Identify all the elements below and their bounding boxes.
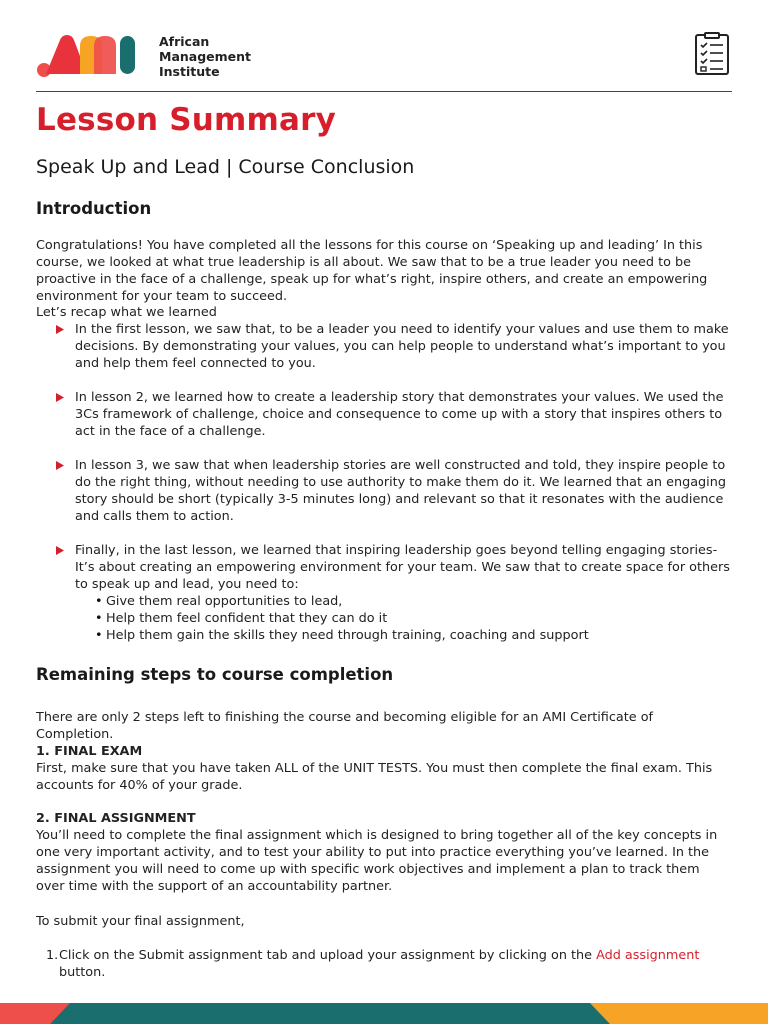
sub-list-item: • Help them gain the skills they need through training, coaching and support — [95, 627, 736, 644]
red-triangle-bullet-icon — [56, 325, 64, 334]
checklist-document-icon — [692, 32, 732, 76]
page-header — [36, 30, 732, 92]
logo-line-3: Institute — [159, 64, 220, 79]
list-item — [56, 389, 736, 440]
ami-logo — [36, 32, 252, 80]
final-exam-text: First, make sure that you have taken ALL of the UNIT TESTS. You must then complete the final exam. This accounts for 40% of your grade. — [36, 761, 713, 793]
red-triangle-bullet-icon — [56, 393, 64, 402]
list-item — [56, 457, 736, 525]
list-item-text: In the first lesson, we saw that, to be a leader you need to identify your values and use them to make decisions. By demonstrating your values, you can help people to understand what’s important to you and help them feel connected to you. — [75, 322, 729, 371]
list-item-text: Finally, in the last lesson, we learned that inspiring leadership goes beyond telling engaging stories- It’s about creating an empowering environment for your team. We saw that to create space for others to speak up and lead, you need to: — [75, 543, 730, 592]
list-item — [56, 542, 736, 644]
submit-steps-list — [46, 947, 716, 981]
logo-wordmark — [159, 34, 251, 79]
page-title: Lesson Summary — [36, 102, 337, 138]
red-triangle-bullet-icon — [56, 461, 64, 470]
sub-list-item: • Give them real opportunities to lead, — [95, 593, 736, 610]
red-triangle-bullet-icon — [56, 546, 64, 555]
remaining-intro: There are only 2 steps left to finishing the course and becoming eligible for an AMI Certificate of Completion. — [36, 710, 654, 742]
sub-list — [95, 593, 736, 644]
final-assignment-label: 2. FINAL ASSIGNMENT — [36, 811, 196, 826]
final-exam-label: 1. FINAL EXAM — [36, 744, 143, 759]
introduction-heading: Introduction — [36, 199, 152, 218]
logo-line-1: African — [159, 34, 210, 49]
submit-step — [46, 947, 716, 981]
step-text-before: Click on the Submit assignment tab and upload your assignment by clicking on the — [59, 948, 597, 963]
list-item — [56, 321, 736, 372]
list-item-text: In lesson 2, we learned how to create a leadership story that demonstrates your values. We used the 3Cs framework of challenge, choice and consequence to come up with a story that inspires others to act in the face of a challenge. — [75, 390, 724, 439]
recap-line: Let’s recap what we learned — [36, 305, 217, 320]
add-assignment-link[interactable]: Add assignment — [596, 948, 700, 963]
remaining-steps-heading: Remaining steps to course completion — [36, 665, 394, 684]
step-number: 1. — [46, 948, 59, 963]
logo-line-2: Management — [159, 49, 252, 64]
footer-color-band — [0, 1003, 768, 1024]
introduction-paragraph: Congratulations! You have completed all the lessons for this course on ‘Speaking up and leading’ In this course, we looked at what true leadership is all about. We saw that to be a true leader you need to be proactive in the face of a challenge, speak up for what’s right, inspire others, and create an empowering environment for your team to succeed. — [36, 238, 708, 304]
step-text-after: button. — [59, 965, 106, 980]
page-subtitle: Speak Up and Lead | Course Conclusion — [36, 156, 415, 178]
submit-intro: To submit your final assignment, — [36, 914, 245, 929]
final-assignment-text: You’ll need to complete the final assignment which is designed to bring together all of the key concepts in one very important activity, and to test your ability to put into practice everything you’ve learned. In the assignment you will need to come up with specific work objectives and implement a plan to track them over time with the support of an accountability partner. — [36, 828, 718, 894]
ami-logo-mark — [36, 34, 154, 78]
recap-list — [56, 321, 736, 644]
sub-list-item: • Help them feel confident that they can do it — [95, 610, 736, 627]
list-item-text: In lesson 3, we saw that when leadership stories are well constructed and told, they inspire people to do the right thing, without needing to use authority to make them do it. We learned that an engaging story should be short (typically 3-5 minutes long) and relevant so that it resonates with the audience and calls them to action. — [75, 458, 726, 524]
